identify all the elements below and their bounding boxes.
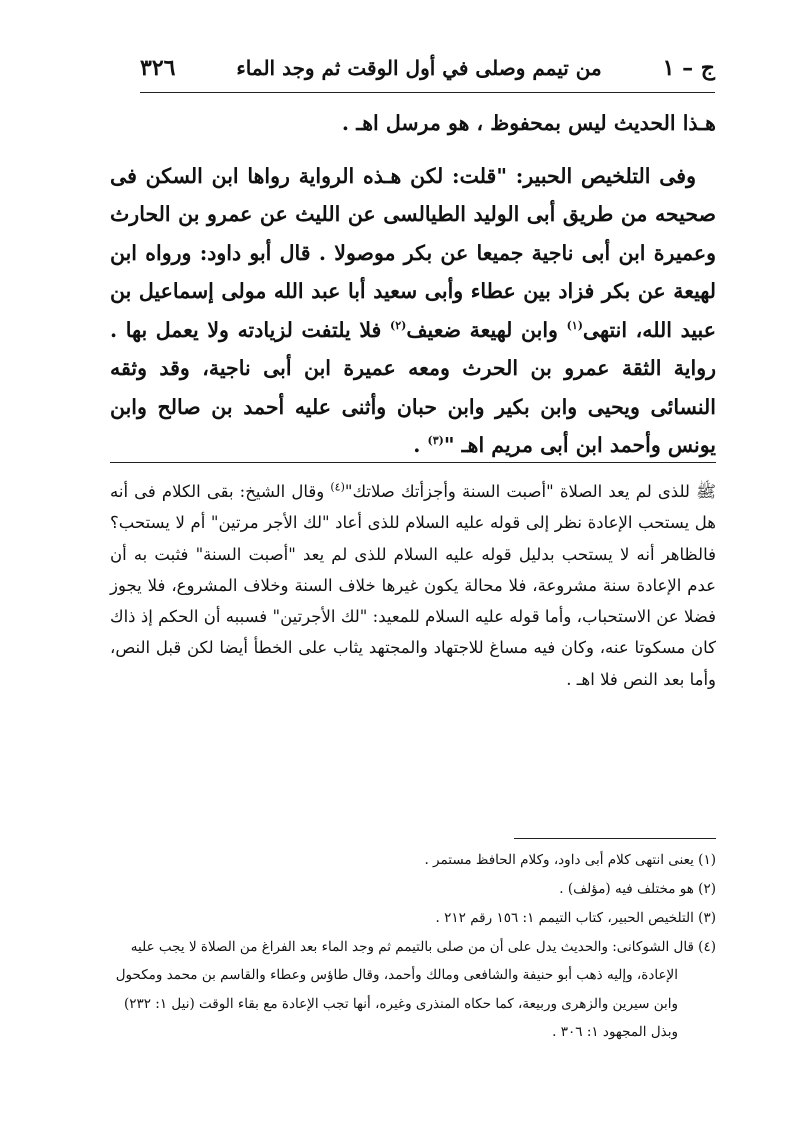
footnote-4	[110, 933, 716, 1046]
main-text	[110, 104, 716, 465]
commentary-paragraph	[110, 476, 716, 695]
footnote-ref-4: (٤)	[330, 480, 345, 494]
para2-text-b: وابن لهيعة ضعيف	[406, 317, 567, 342]
footnote-3: (٣) التلخيص الحبير، كتاب التيمم ١: ١٥٦ رقم ٢١٢ .	[435, 910, 716, 926]
footnote-ref-3: (٣)	[427, 434, 444, 448]
chapter-title: من تيمم وصلى في أول الوقت ثم وجد الماء	[236, 56, 602, 80]
footnotes	[110, 846, 716, 1046]
commentary-text	[110, 476, 716, 695]
running-header	[140, 48, 715, 88]
para2-text-d: .	[413, 433, 428, 457]
footnote-ref-2: (٢)	[389, 318, 407, 332]
para2-text-a: وفى التلخيص الحبير: "قلت: لكن هـذه الرواية رواها ابن السكن فى صحيحه من طريق أبى الوليد الطيالسى عن الليث عن عمرو بن الحارث وعميرة ابن أبى ناجية جميعا عن بكر موصولا . قال أبو داود: ورواه ابن لهيعة عن بكر فزاد بين عطاء وأبى سعيد أبا عبد الله مولى إسماعيل بن عبيد الله، انتهى	[110, 163, 716, 342]
footnote-4-first-line: (٤) قال الشوكانى: والحديث يدل على أن من صلى بالتيمم ثم وجد الماء بعد الفراغ من الصلاة لا يجب عليه	[130, 939, 716, 955]
footnote-1: (١) يعنى انتهى كلام أبى داود، وكلام الحافظ مستمر .	[424, 852, 716, 868]
para2-text-c: فلا يلتفت لزيادته ولا يعمل بها . رواية الثقة عمرو بن الحرث ومعه عميرة ابن أبى ناجية، وقد وثقه النسائى ويحيى وابن بكير وابن حبان وأثنى عليه أحمد بن صالح وابن يونس وأحمد ابن أبى مريم اهـ "	[110, 317, 716, 457]
commentary-divider	[110, 462, 716, 463]
commentary-text-b: وقال الشيخ: بقى الكلام فى أنه هل يستحب الإعادة نظر إلى قوله عليه السلام للذى أعاد "لك الأجر مرتين" أم لا يستحب؟ فالظاهر أنه لا يستحب بدليل قوله عليه السلام للذى لم يعد "أصبت السنة" فثبت به أن عدم الإعادة سنة مشروعة، فلا محالة يكون غيرها خلاف السنة وخلاف المشروع، فلا يجوز فضلا عن الاستحباب، وأما قوله عليه السلام للمعيد: "لك الأجرتين" فسببه أن الحكم إذ ذاك كان مسكوتا عنه، وكان فيه مساغ للاجتهاد والمجتهد يثاب على الخطأ أيضا لكن قبل النص، وأما بعد النص فلا اهـ .	[110, 482, 716, 689]
commentary-text-a: ﷺ للذى لم يعد الصلاة "أصبت السنة وأجزأتك صلاتك"	[344, 482, 716, 501]
footnote-ref-1: (١)	[566, 318, 583, 332]
main-paragraph-2	[110, 157, 716, 465]
volume-label: ج – ١	[662, 55, 715, 81]
page-number: ٣٢٦	[140, 55, 176, 81]
footnote-4-continuation: الإعادة، وإليه ذهب أبو حنيفة والشافعى ومالك وأحمد، وقال طاؤس وعطاء والقاسم بن محمد ومكحول وابن سيرين والزهرى وربيعة، كما حكاه المنذرى وغيره، أنها تجب الإعادة مع بقاء الوقت (نيل ١: ٢٣٢) وبذل المجهود ١: ٣٠٦ .	[115, 967, 678, 1040]
header-divider	[140, 92, 715, 93]
footnote-2: (٢) هو مختلف فيه (مؤلف) .	[559, 881, 716, 897]
main-paragraph-1: هـذا الحديث ليس بمحفوظ ، هو مرسل اهـ .	[341, 111, 716, 135]
footnote-divider	[514, 838, 716, 839]
